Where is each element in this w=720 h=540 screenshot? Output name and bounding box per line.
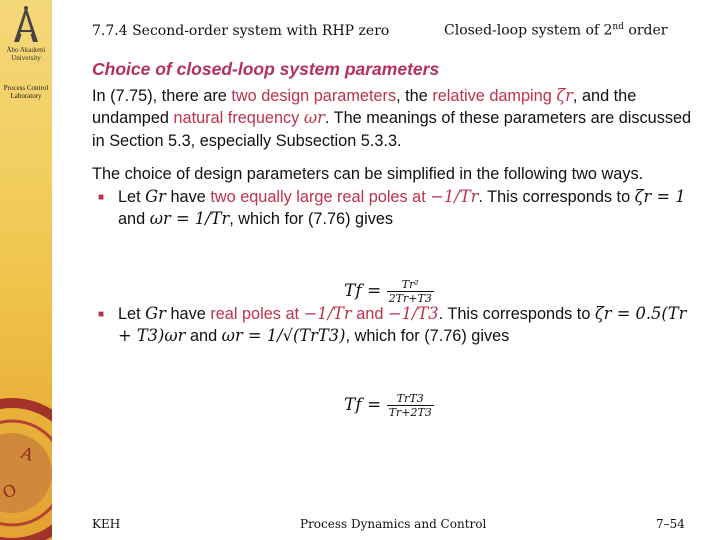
svg-text:O: O — [0, 479, 20, 503]
footer-course: Process Dynamics and Control — [300, 517, 487, 531]
equation-tf-1: Tf = $\frac{\text{Tr²}}{2Tr+T3}$ — [344, 278, 432, 305]
slide-heading: Choice of closed-loop system parameters — [92, 59, 440, 79]
sidebar — [0, 0, 52, 540]
topic-title: Closed-loop system of 2nd order — [444, 22, 668, 39]
footer-author: KEH — [92, 517, 121, 531]
bullet-equal-poles: ■ Let Gr have two equally large real poles at −1/Tr. This corresponds to ζr = 1 and ωr = 1/Tr, which for (7.76) gives — [98, 186, 686, 228]
university-logo-icon — [0, 4, 52, 48]
university-seal-icon — [0, 395, 52, 540]
omega-symbol: ωr — [303, 108, 325, 127]
paragraph-choice: The choice of design parameters can be simplified in the following two ways. — [92, 165, 644, 183]
university-name: Åbo Akademi University — [6, 46, 46, 62]
bullet-square-icon: ■ — [98, 308, 105, 320]
equation-tf-2: Tf = $\frac{\text{TrT3}}{Tr+2T3}$ — [344, 392, 432, 419]
paragraph-intro: In (7.75), there are two design parameters, the relative damping ζr, and the undamped natural frequency ωr. The meanings of these parameters are discussed in Section 5.3, especially Subsection 5.3.3. — [92, 85, 692, 150]
svg-text:A: A — [18, 442, 36, 465]
lab-name: Process Control Laboratory — [3, 84, 49, 100]
bullet-square-icon: ■ — [98, 191, 105, 203]
zeta-symbol: ζr — [556, 85, 573, 105]
bullet-distinct-poles: ■ Let Gr have real poles at −1/Tr and −1/T3. This corresponds to ζr = 0.5(Tr + T3)ωr and ωr = 1/√(TrT3), which for (7.76) gives — [98, 303, 687, 345]
footer-page-number: 7–54 — [656, 517, 685, 531]
section-title: 7.7.4 Second-order system with RHP zero — [92, 23, 390, 39]
